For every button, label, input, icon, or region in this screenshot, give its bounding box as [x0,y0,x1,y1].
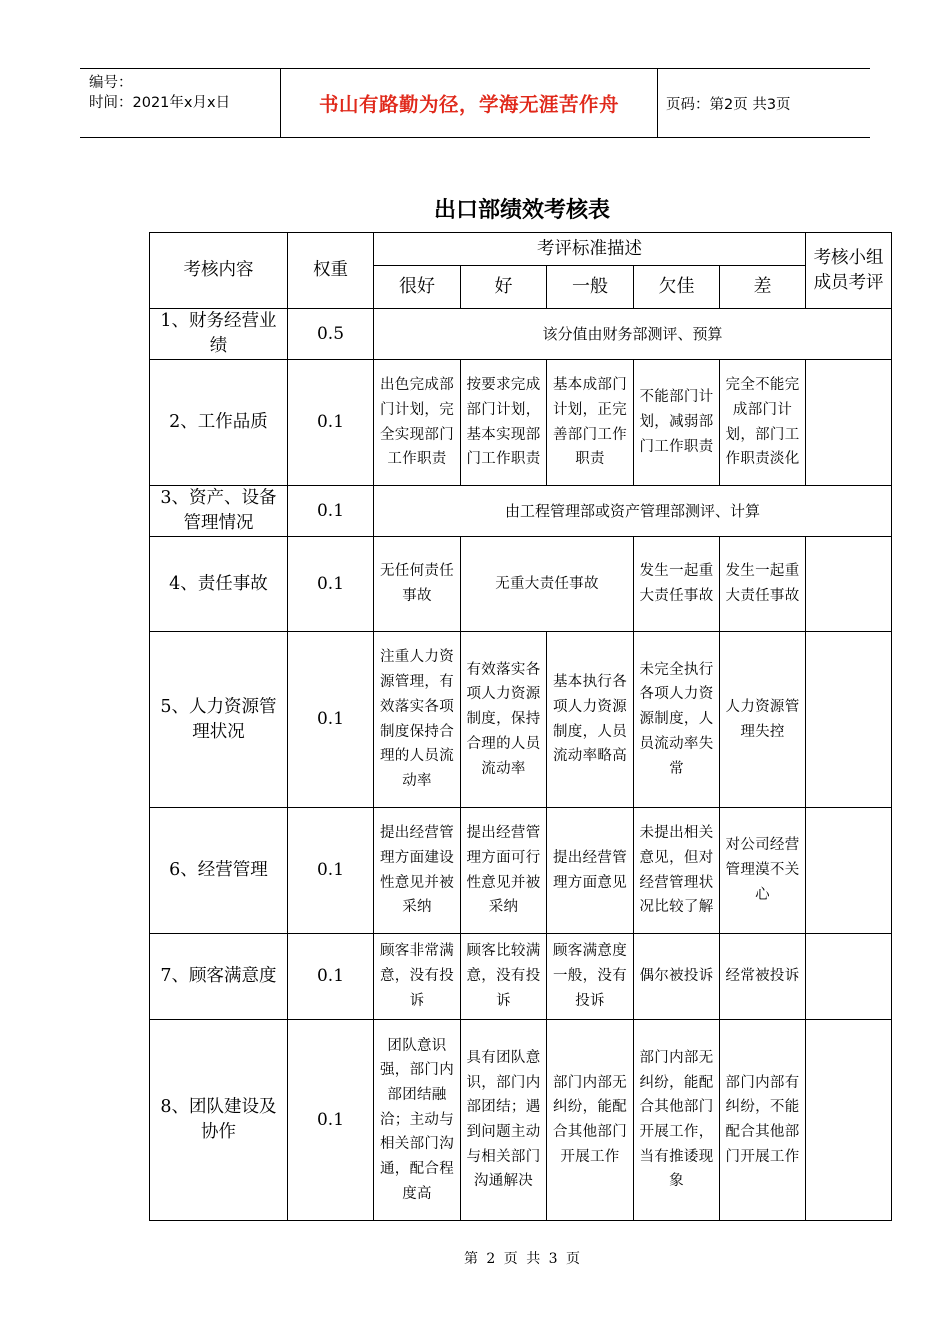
table-row [150,808,892,934]
criteria-cell: 团队意识强，部门内部团结融洽；主动与相关部门沟通，配合程度高 [374,1020,461,1221]
criteria-cell: 无任何责任事故 [374,537,461,632]
level-average: 一般 [547,266,634,309]
level-poor: 差 [720,266,806,309]
criteria-cell: 提出经营管理方面意见 [547,808,634,934]
criteria-cell: 经常被投诉 [720,934,806,1020]
criteria-cell: 对公司经营管理漠不关心 [720,808,806,934]
table-row [150,934,892,1020]
criteria-cell: 发生一起重大责任事故 [634,537,720,632]
criteria-cell: 有效落实各项人力资源制度，保持合理的人员流动率 [461,632,547,808]
row-item: 7、顾客满意度 [150,934,288,1020]
header-row [150,233,892,266]
criteria-cell: 人力资源管理失控 [720,632,806,808]
row-weight: 0.1 [288,486,374,537]
document-time-label: 时间：2021年x月x日 [89,95,231,111]
row-weight: 0.1 [288,360,374,486]
table-row [150,537,892,632]
col-header-item: 考核内容 [150,233,288,309]
table-row [150,360,892,486]
level-below: 欠佳 [634,266,720,309]
row-weight: 0.1 [288,934,374,1020]
header-page-number: 页码：第2页 共3页 [666,96,791,113]
criteria-cell: 提出经营管理方面建设性意见并被采纳 [374,808,461,934]
level-excellent: 很好 [374,266,461,309]
row-item: 8、团队建设及协作 [150,1020,288,1221]
level-good: 好 [461,266,547,309]
criteria-cell: 完全不能完成部门计划，部门工作职责淡化 [720,360,806,486]
row-item: 2、工作品质 [150,360,288,486]
row-weight: 0.5 [288,309,374,360]
col-header-criteria: 考评标准描述 [374,233,806,266]
header-motto: 书山有路勤为径，学海无涯苦作舟 [280,69,658,137]
criteria-cell-merged: 无重大责任事故 [461,537,634,632]
table-row [150,309,892,360]
criteria-cell: 部门内部无纠纷，能配合其他部门开展工作，当有推诿现象 [634,1020,720,1221]
row-item: 3、资产、设备管理情况 [150,486,288,537]
criteria-cell: 顾客非常满意，没有投诉 [374,934,461,1020]
criteria-cell: 注重人力资源管理，有效落实各项制度保持合理的人员流动率 [374,632,461,808]
committee-cell [806,934,892,1020]
criteria-cell: 未提出相关意见，但对经营管理状况比较了解 [634,808,720,934]
col-header-committee: 考核小组成员考评 [806,233,892,309]
row-item: 5、人力资源管理状况 [150,632,288,808]
committee-cell [806,632,892,808]
col-header-weight: 权重 [288,233,374,309]
criteria-cell: 基本成部门计划，正完善部门工作职责 [547,360,634,486]
row-item: 4、责任事故 [150,537,288,632]
criteria-cell: 部门内部无纠纷，能配合其他部门开展工作 [547,1020,634,1221]
committee-cell [806,1020,892,1221]
performance-table [149,232,892,1221]
table-row [150,486,892,537]
criteria-cell: 按要求完成部门计划，基本实现部门工作职责 [461,360,547,486]
row-note: 该分值由财务部测评、预算 [374,309,892,360]
criteria-cell: 不能部门计划，减弱部门工作职责 [634,360,720,486]
row-note: 由工程管理部或资产管理部测评、计算 [374,486,892,537]
criteria-cell: 提出经营管理方面可行性意见并被采纳 [461,808,547,934]
document-title: 出口部绩效考核表 [433,198,610,223]
criteria-cell: 顾客满意度一般，没有投诉 [547,934,634,1020]
criteria-cell: 偶尔被投诉 [634,934,720,1020]
row-weight: 0.1 [288,632,374,808]
row-weight: 0.1 [288,537,374,632]
page-header [80,68,870,138]
criteria-cell: 顾客比较满意，没有投诉 [461,934,547,1020]
criteria-cell: 部门内部有纠纷，不能配合其他部门开展工作 [720,1020,806,1221]
criteria-cell: 未完全执行各项人力资源制度，人员流动率失常 [634,632,720,808]
criteria-cell: 具有团队意识，部门内部团结；遇到问题主动与相关部门沟通解决 [461,1020,547,1221]
table-row [150,1020,892,1221]
criteria-cell: 出色完成部门计划，完全实现部门工作职责 [374,360,461,486]
criteria-cell: 基本执行各项人力资源制度，人员流动率略高 [547,632,634,808]
committee-cell [806,808,892,934]
page-footer: 第 2 页 共 3 页 [463,1251,581,1267]
row-item: 1、财务经营业绩 [150,309,288,360]
row-weight: 0.1 [288,808,374,934]
committee-cell [806,537,892,632]
committee-cell [806,360,892,486]
header-meta [80,69,280,137]
row-item: 6、经营管理 [150,808,288,934]
table-row [150,632,892,808]
document-number-label: 编号： [89,75,133,91]
criteria-cell: 发生一起重大责任事故 [720,537,806,632]
row-weight: 0.1 [288,1020,374,1221]
